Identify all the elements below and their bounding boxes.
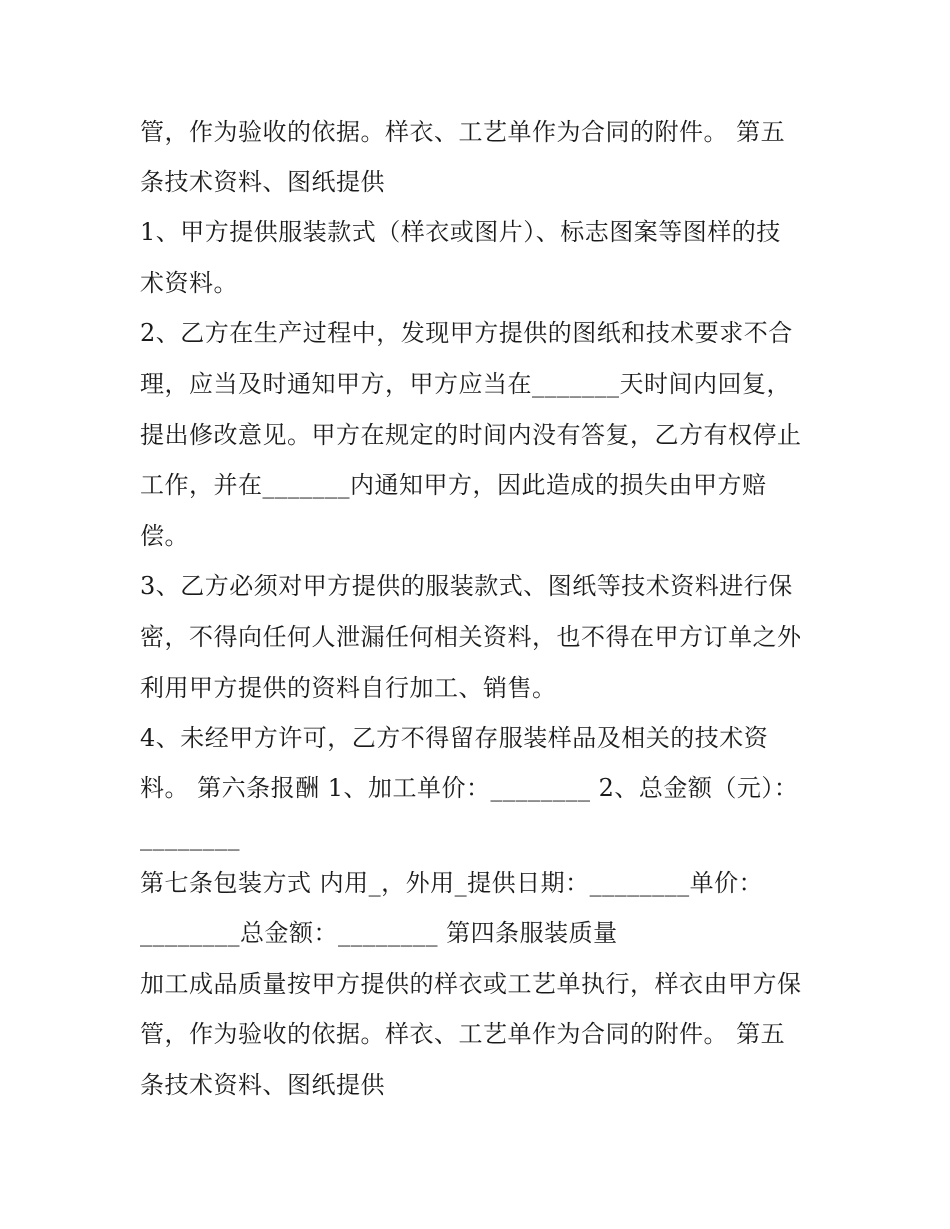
text-line-9: 偿。: [140, 522, 189, 550]
text-line-11: 密，不得向任何人泄漏任何相关资料，也不得在甲方订单之外: [140, 623, 802, 651]
text-line-8: 工作，并在_______内通知甲方，因此造成的损失由甲方赔: [140, 471, 767, 499]
text-line-4: 术资料。: [140, 269, 238, 297]
text-line-1: 管，作为验收的依据。样衣、工艺单作为合同的附件。 第五: [140, 118, 786, 146]
text-line-5: 2、乙方在生产过程中，发现甲方提供的图纸和技术要求不合: [140, 319, 793, 347]
text-line-14: 料。 第六条报酬 1、加工单价：________ 2、总金额（元）：: [140, 774, 799, 802]
text-line-10: 3、乙方必须对甲方提供的服装款式、图纸等技术资料进行保: [140, 572, 793, 600]
text-line-17: ________总金额：________ 第四条服装质量: [140, 919, 618, 947]
text-line-2: 条技术资料、图纸提供: [140, 168, 385, 196]
text-line-16: 第七条包装方式 内用_，外用_提供日期：________单价：: [140, 869, 764, 897]
text-line-13: 4、未经甲方许可，乙方不得留存服装样品及相关的技术资: [140, 724, 769, 752]
text-line-7: 提出修改意见。甲方在规定的时间内没有答复，乙方有权停止: [140, 421, 802, 449]
text-line-12: 利用甲方提供的资料自行加工、销售。: [140, 674, 557, 702]
text-line-20: 条技术资料、图纸提供: [140, 1071, 385, 1099]
text-line-15: ________: [140, 823, 240, 851]
text-line-18: 加工成品质量按甲方提供的样衣或工艺单执行，样衣由甲方保: [140, 970, 802, 998]
text-line-19: 管，作为验收的依据。样衣、工艺单作为合同的附件。 第五: [140, 1020, 786, 1048]
text-line-3: 1、甲方提供服装款式（样衣或图片）、标志图案等图样的技: [140, 218, 781, 246]
text-line-6: 理，应当及时通知甲方，甲方应当在_______天时间内回复，: [140, 370, 791, 398]
